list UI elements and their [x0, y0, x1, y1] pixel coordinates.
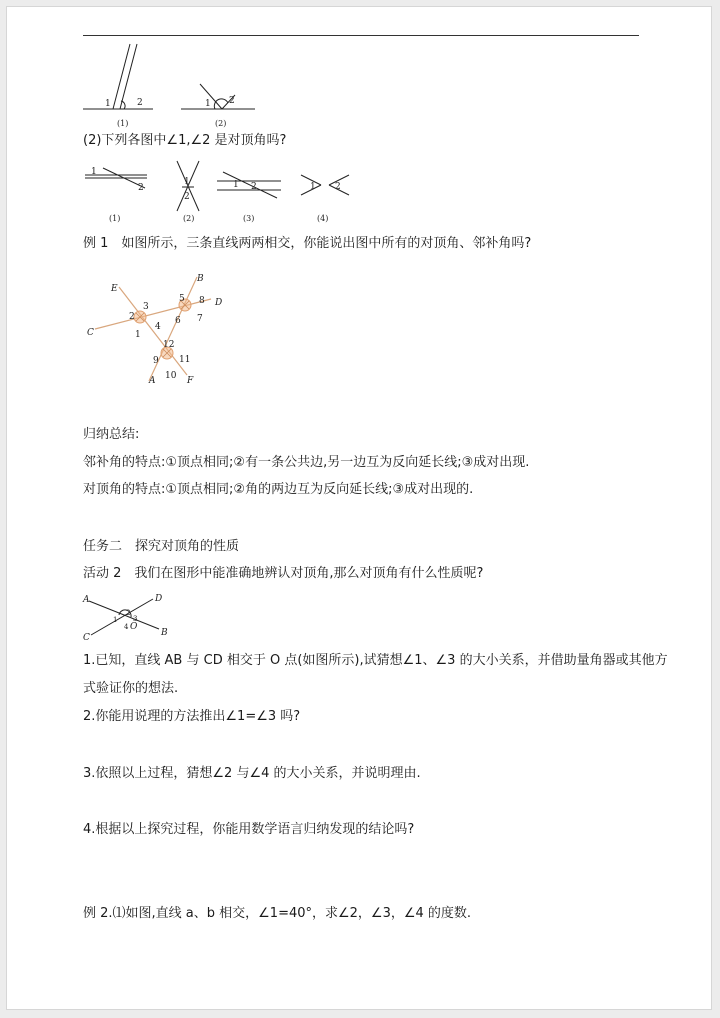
top-fig1-angle-1: 1	[105, 99, 111, 109]
question-1-line-2: 式验证你的想法.	[83, 681, 179, 696]
act2-angle-1: 1	[113, 616, 118, 624]
act2-angle-3: 3	[133, 615, 138, 623]
task-2-heading: 任务二 探究对顶角的性质	[83, 539, 240, 554]
ex1-angle-5: 5	[179, 294, 185, 304]
summary-adjacent-angles: 邻补角的特点:①顶点相同;②有一条公共边,另一边互为反向延长线;③成对出现.	[83, 455, 530, 470]
ex1-angle-4: 4	[155, 322, 161, 332]
q2-fig2-angle-1: 1	[184, 177, 190, 187]
q2-fig1-angle-2: 2	[138, 183, 144, 193]
header-rule	[83, 35, 639, 36]
ex1-angle-11: 11	[179, 355, 191, 365]
ex1-point-E: E	[111, 284, 118, 294]
activity-2-figure	[83, 589, 183, 644]
ex1-angle-9: 9	[153, 356, 159, 366]
ex1-angle-10: 10	[165, 371, 177, 381]
ex1-angle-3: 3	[143, 302, 149, 312]
q2-fig4-angle-2: 2	[335, 182, 341, 192]
question-3-text: 3.依照以上过程，猜想∠2 与∠4 的大小关系，并说明理由.	[83, 766, 421, 781]
q2-fig2-caption: (2)	[183, 214, 195, 223]
act2-point-C: C	[83, 633, 90, 643]
q2-fig4-angle-1: 1	[310, 182, 316, 192]
act2-angle-4: 4	[124, 623, 129, 631]
ex1-point-B: B	[197, 274, 204, 284]
ex1-point-D: D	[215, 298, 223, 308]
ex1-angle-1: 1	[135, 330, 141, 340]
act2-point-B: B	[161, 628, 168, 638]
top-fig2-angle-2: 2	[229, 96, 235, 106]
ex1-point-F: F	[187, 376, 194, 386]
ex1-angle-8: 8	[199, 296, 205, 306]
question-2-heading: (2)下列各图中∠1,∠2 是对顶角吗?	[83, 133, 287, 148]
ex1-angle-2: 2	[129, 312, 135, 322]
ex1-point-C: C	[87, 328, 94, 338]
q2-figures	[83, 157, 383, 227]
top-fig2-angle-1: 1	[205, 99, 211, 109]
ex1-point-A: A	[149, 376, 156, 386]
document-page	[6, 6, 712, 1010]
q2-fig2-angle-2: 2	[184, 192, 190, 202]
activity-2-text: 活动 2 我们在图形中能准确地辨认对顶角,那么对顶角有什么性质呢?	[83, 566, 484, 581]
summary-vertical-angles: 对顶角的特点:①顶点相同;②角的两边互为反向延长线;③成对出现的.	[83, 482, 474, 497]
question-2-text: 2.你能用说理的方法推出∠1=∠3 吗?	[83, 709, 301, 724]
top-figure-2	[181, 84, 255, 109]
example-1-figure	[83, 265, 243, 390]
act2-point-A: A	[83, 595, 90, 605]
q2-fig3-caption: (3)	[243, 214, 255, 223]
top-fig1-angle-2: 2	[137, 98, 143, 108]
act2-point-O: O	[130, 622, 138, 632]
q2-fig3-angle-1: 1	[233, 180, 239, 190]
ex1-angle-7: 7	[197, 314, 203, 324]
q2-fig4-caption: (4)	[317, 214, 329, 223]
q2-figure-4	[301, 175, 349, 195]
act2-point-D: D	[155, 594, 163, 604]
q2-fig1-caption: (1)	[109, 214, 121, 223]
q2-fig1-angle-1: 1	[91, 167, 97, 177]
summary-title: 归纳总结:	[83, 427, 140, 442]
question-1-line-1: 1.已知，直线 AB 与 CD 相交于 O 点(如图所示),试猜想∠1、∠3 的大小关系，并借助量角器或其他方	[83, 653, 668, 668]
example-2-text: 例 2.⑴如图,直线 a、b 相交，∠1=40°，求∠2，∠3，∠4 的度数.	[83, 906, 472, 921]
top-figures	[83, 39, 283, 129]
top-fig1-caption: (1)	[117, 119, 129, 128]
q2-fig3-angle-2: 2	[251, 182, 257, 192]
act2-angle-2: 2	[126, 609, 131, 617]
question-4-text: 4.根据以上探究过程，你能用数学语言归纳发现的结论吗?	[83, 822, 415, 837]
ex1-angle-6: 6	[175, 316, 181, 326]
example-1-text: 例 1 如图所示，三条直线两两相交，你能说出图中所有的对顶角、邻补角吗?	[83, 236, 532, 251]
top-fig2-caption: (2)	[215, 119, 227, 128]
ex1-angle-12: 12	[163, 340, 175, 350]
q2-figure-3	[217, 172, 281, 198]
